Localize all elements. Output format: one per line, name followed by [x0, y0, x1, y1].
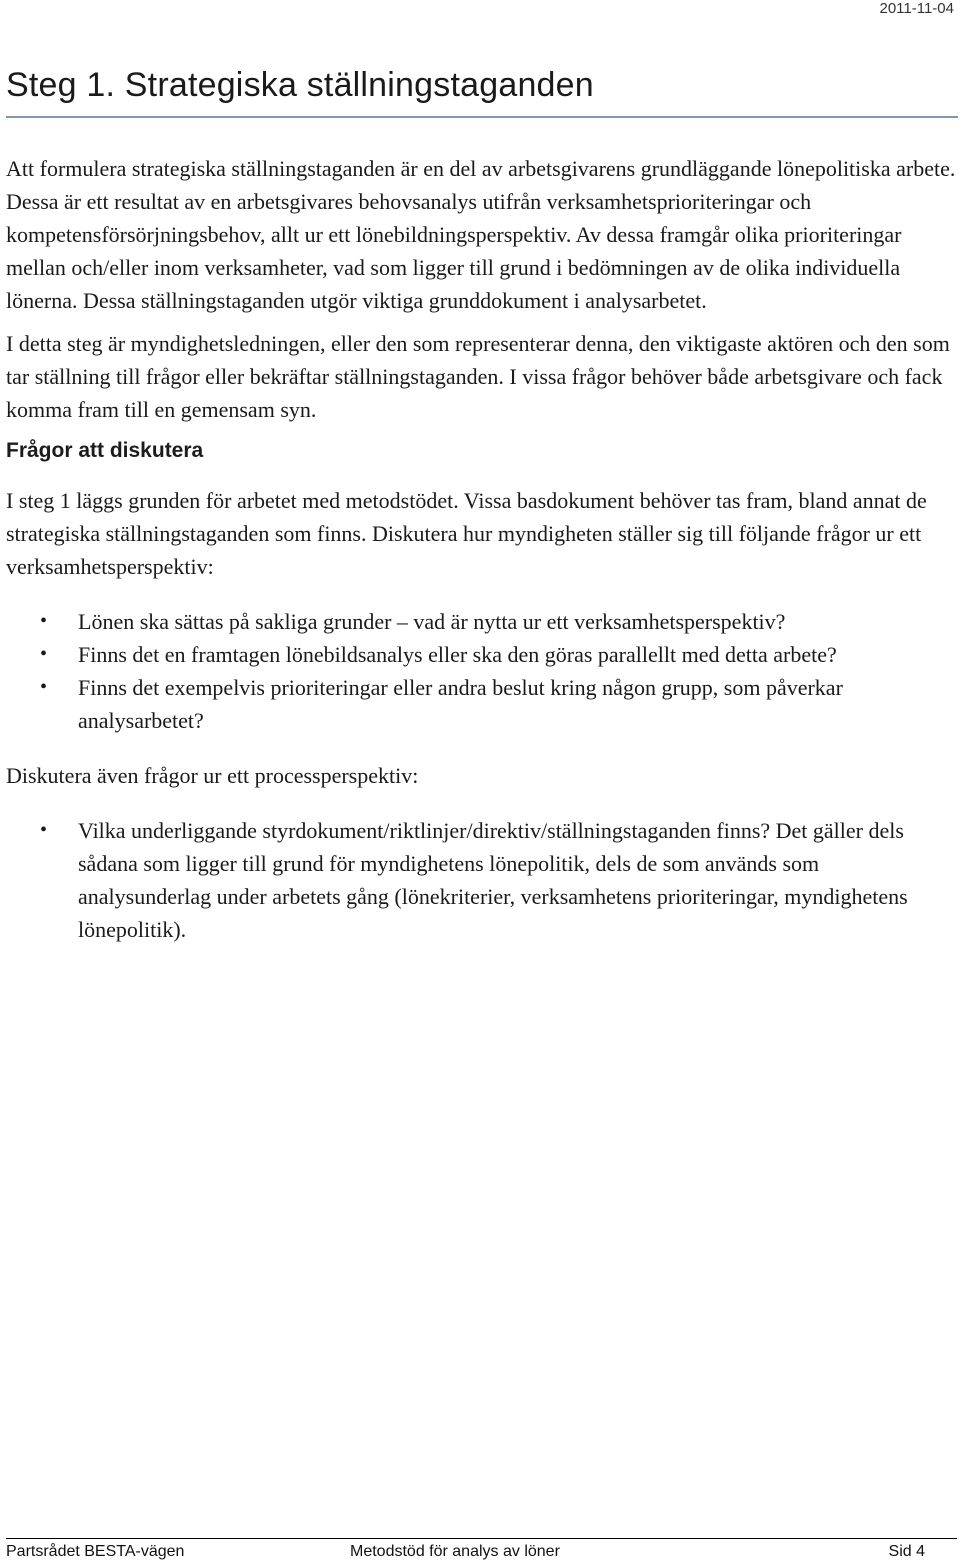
document-date: 2011-11-04 — [879, 0, 954, 17]
footer-page-number: Sid 4 — [888, 1543, 925, 1560]
bullet-icon: • — [40, 676, 48, 698]
section-heading: Frågor att diskutera — [6, 439, 204, 462]
list-item — [6, 638, 956, 671]
footer-document-title: Metodstöd för analys av löner — [350, 1543, 560, 1560]
list-item — [6, 671, 956, 737]
bullet-icon: • — [40, 819, 48, 841]
bullet-icon: • — [40, 643, 48, 665]
page-title: Steg 1. Strategiska ställningstaganden — [6, 66, 594, 104]
title-divider — [6, 116, 958, 118]
business-question-list — [6, 605, 956, 737]
footer-organization: Partsrådet BESTA-vägen — [6, 1543, 185, 1560]
list-item-text: Lönen ska sättas på sakliga grunder – vad är nytta ur ett verksamhetsperspektiv? — [78, 609, 786, 634]
intro-paragraph-1: Att formulera strategiska ställningstaganden är en del av arbetsgivarens grundläggande lönepolitiska arbete. Dessa är ett resultat av en arbetsgivares behovsanalys utifrån verksamhetsprioriteringar och kompetensförsörjningsbehov, allt ur ett lönebildningsperspektiv. Av dessa framgår olika prioriteringar mellan och/eller inom verksamheter, vad som ligger till grund i bedömningen av de olika individuella lönerna. Dessa ställningstaganden utgör viktiga grunddokument i analysarbetet. — [6, 156, 956, 313]
process-paragraph: Diskutera även frågor ur ett processperspektiv: — [6, 763, 419, 788]
footer-divider — [6, 1538, 957, 1539]
list-item-text: Finns det exempelvis prioriteringar eller andra beslut kring någon grupp, som påverkar analysarbetet? — [78, 675, 843, 733]
intro-paragraph-2: I detta steg är myndighetsledningen, eller den som representerar denna, den viktigaste aktören och den som tar ställning till frågor eller bekräftar ställningstaganden. I vissa frågor behöver både arbetsgivare och fack komma fram till en gemensam syn. — [6, 331, 950, 422]
bullet-icon: • — [40, 610, 48, 632]
list-item — [6, 814, 956, 946]
document-body — [6, 152, 956, 968]
list-item-text: Vilka underliggande styrdokument/riktlinjer/direktiv/ställningstaganden finns? Det gäller dels sådana som ligger till grund för myndighetens lönepolitik, dels de som används som analysunderlag under arbetets gång (lönekriterier, verksamhetens prioriteringar, myndighetens lönepolitik). — [78, 818, 908, 942]
discuss-paragraph: I steg 1 läggs grunden för arbetet med metodstödet. Vissa basdokument behöver tas fram, bland annat de strategiska ställningstaganden som finns. Diskutera hur myndigheten ställer sig till följande frågor ur ett verksamhetsperspektiv: — [6, 488, 927, 579]
process-question-list — [6, 814, 956, 946]
list-item — [6, 605, 956, 638]
list-item-text: Finns det en framtagen lönebildsanalys eller ska den göras parallellt med detta arbete? — [78, 642, 837, 667]
